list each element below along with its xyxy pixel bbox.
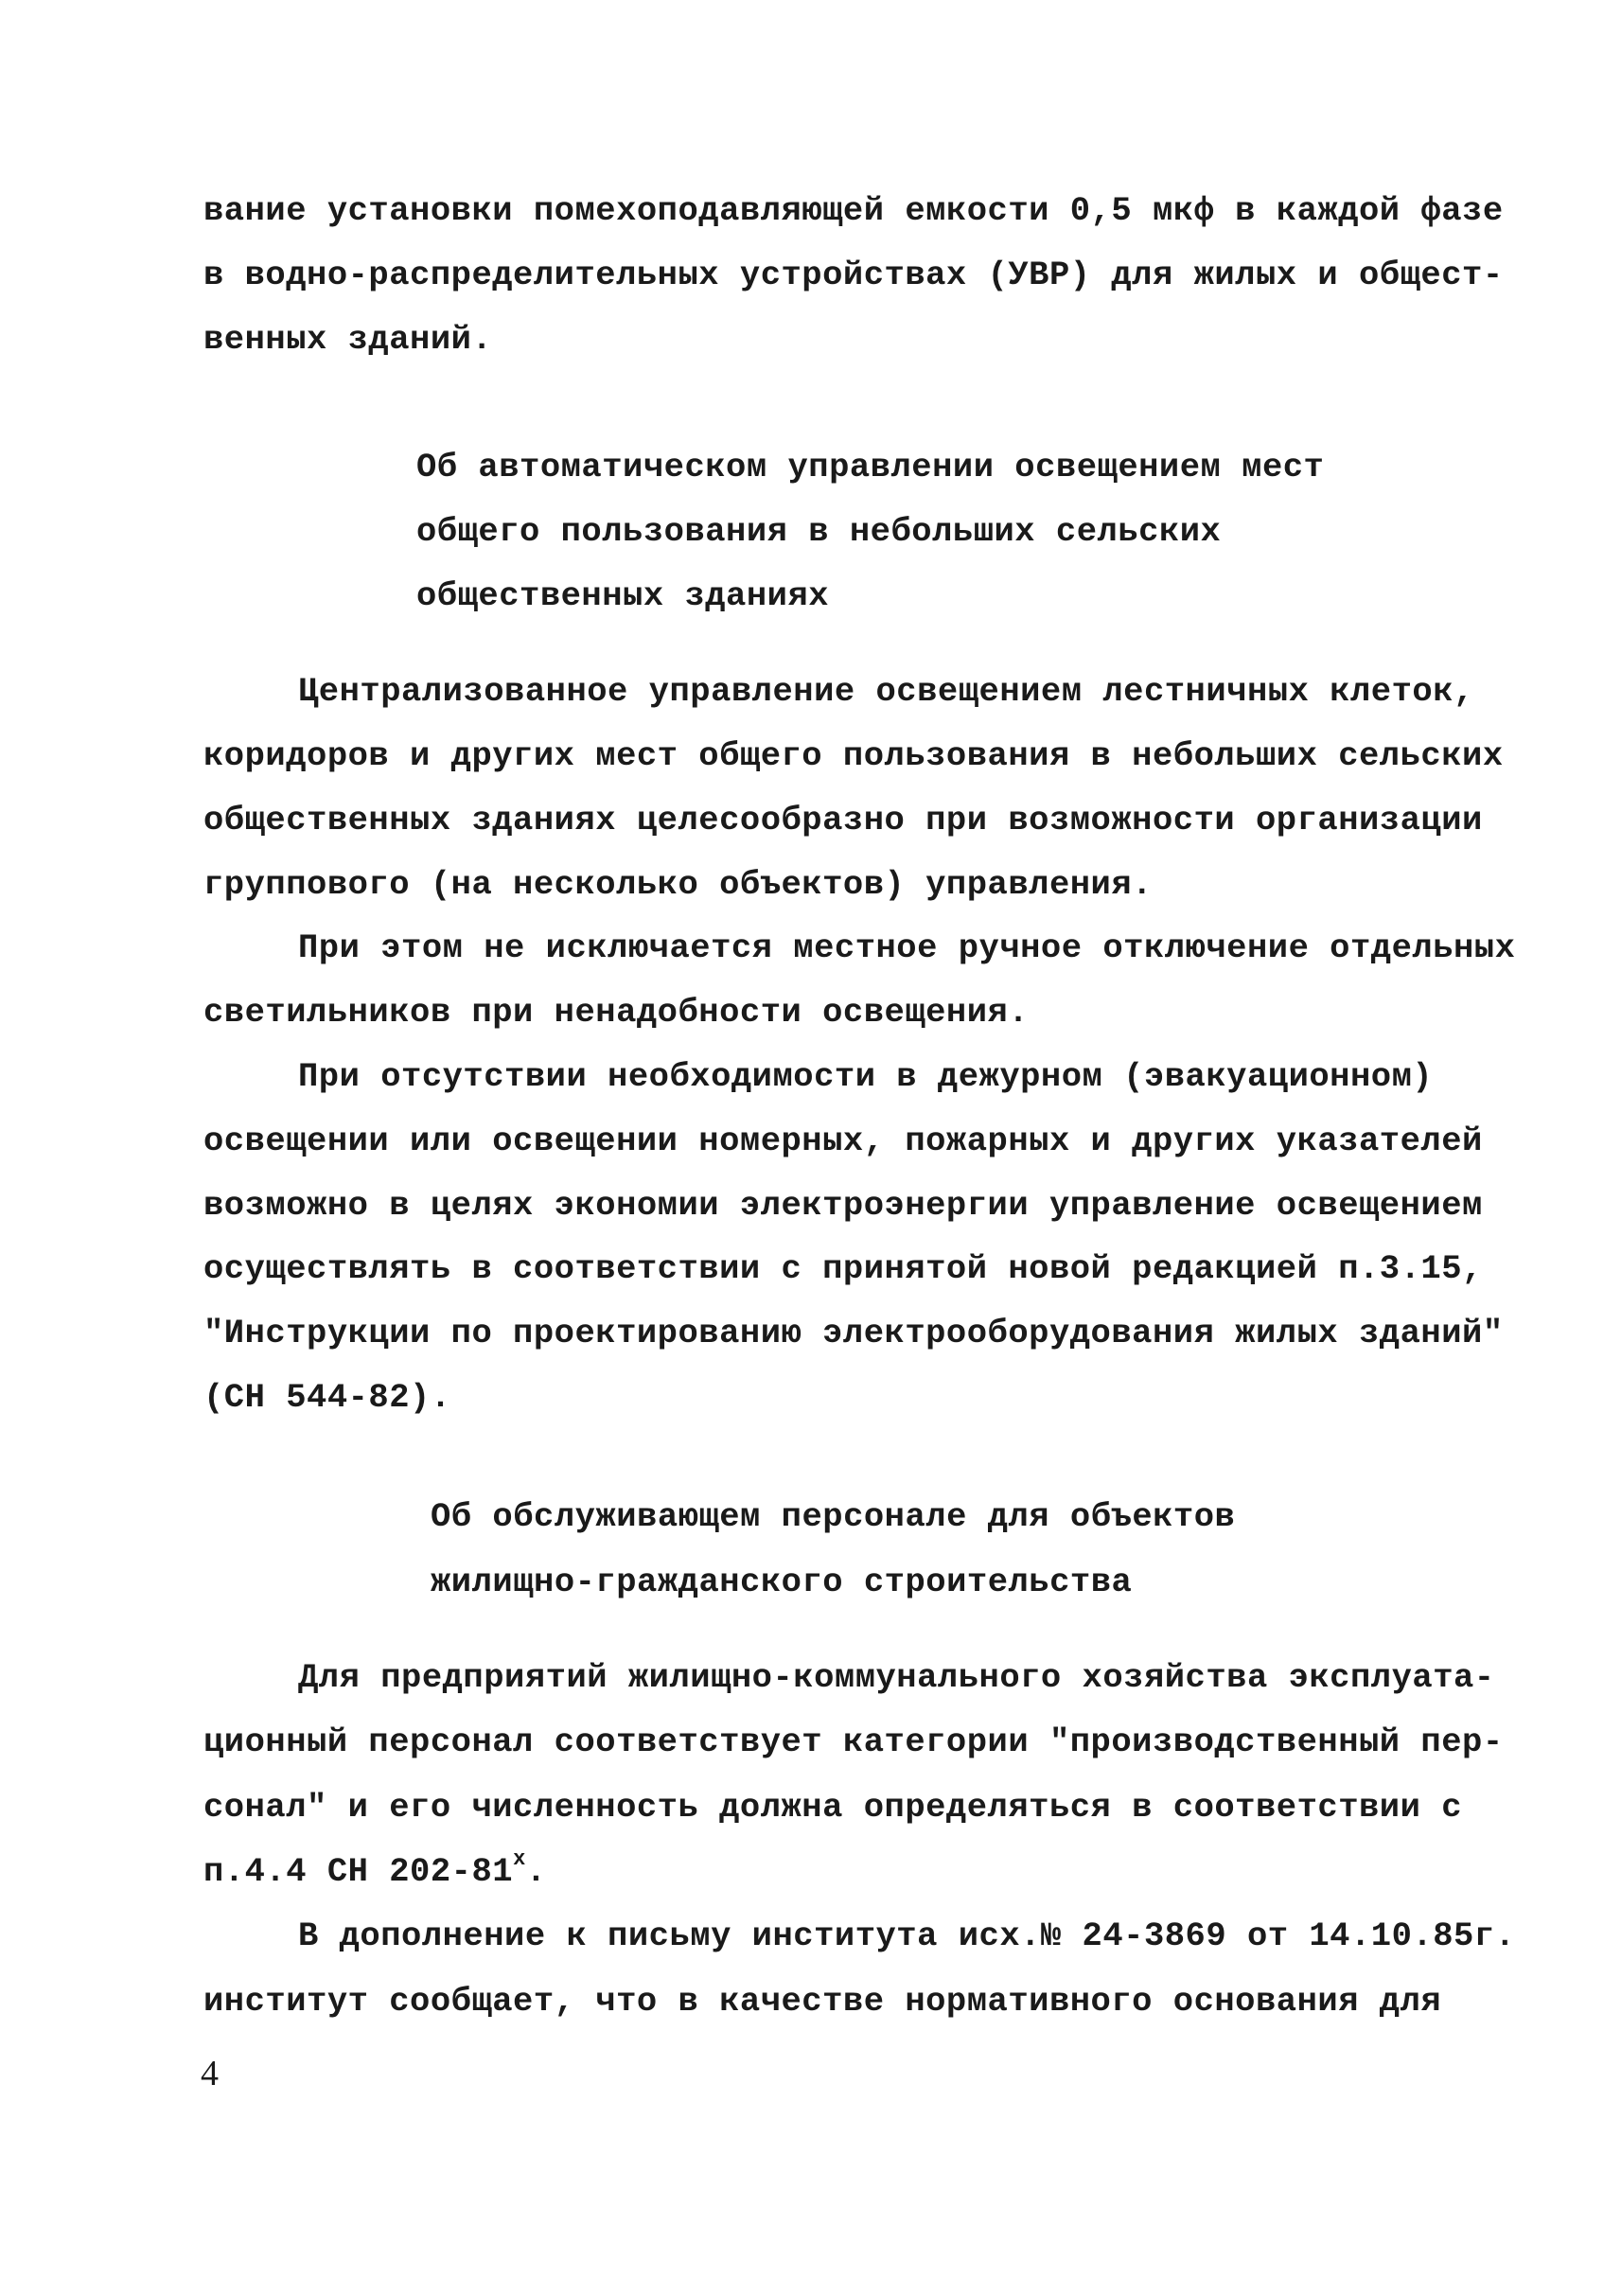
page-number: 4 <box>201 2054 219 2093</box>
section2-heading-line-1: Об обслуживающем персонале для объектов <box>431 1497 1236 1536</box>
section1-para3-line-5: "Инструкции по проектированию электрооборудования жилых зданий" <box>203 1314 1504 1352</box>
section2-para1-line-3: сонал" и его численность должна определяться в соответствии с <box>203 1788 1463 1827</box>
superscript-mark: х <box>513 1847 526 1871</box>
section1-heading-line-2: общего пользования в небольших сельских <box>416 512 1222 551</box>
intro-line-1: вание установки помехоподавляющей емкости 0,5 мкф в каждой фазе <box>203 191 1504 230</box>
section2-para1-line-4 <box>203 1847 547 1891</box>
section1-para3-line-1: При отсутствии необходимости в дежурном (эвакуационном) <box>298 1057 1434 1096</box>
intro-line-2: в водно-распределительных устройствах (УВР) для жилых и общест- <box>203 256 1504 294</box>
section2-para2-line-2: институт сообщает, что в качестве нормативного основания для <box>203 1982 1442 2021</box>
section2-heading-line-2: жилищно-гражданского строительства <box>431 1563 1133 1601</box>
section1-para1-line-3: общественных зданиях целесообразно при возможности организации <box>203 801 1483 839</box>
section1-para2-line-1: При этом не исключается местное ручное отключение отдельных <box>298 928 1516 967</box>
section2-para1-end: . <box>525 1852 547 1891</box>
section1-heading-line-1: Об автоматическом управлении освещением мест <box>416 448 1325 486</box>
section2-para1-last-text: п.4.4 СН 202-81 <box>203 1852 514 1891</box>
section1-para3-line-4: осуществлять в соответствии с принятой новой редакцией п.3.15, <box>203 1249 1483 1288</box>
section1-heading-line-3: общественных зданиях <box>416 576 830 615</box>
section1-para1-line-2: коридоров и других мест общего пользования в небольших сельских <box>203 736 1504 775</box>
section1-para3-line-3: возможно в целях экономии электроэнергии управление освещением <box>203 1186 1483 1225</box>
section1-para2-line-2: светильников при ненадобности освещения. <box>203 993 1030 1032</box>
section2-para2-line-1: В дополнение к письму института исх.№ 24-3869 от 14.10.85г. <box>298 1916 1516 1955</box>
section2-para1-line-2: ционный персонал соответствует категории "производственный пер- <box>203 1722 1504 1761</box>
section1-para3-line-2: освещении или освещении номерных, пожарных и других указателей <box>203 1122 1483 1160</box>
section1-para3-line-6: (СН 544-82). <box>203 1378 451 1417</box>
section1-para1-line-4: группового (на несколько объектов) управления. <box>203 865 1153 904</box>
section1-para1-line-1: Централизованное управление освещением лестничных клеток, <box>298 672 1474 711</box>
section2-para1-line-1: Для предприятий жилищно-коммунального хозяйства эксплуата- <box>298 1658 1495 1697</box>
intro-line-3: венных зданий. <box>203 320 493 359</box>
